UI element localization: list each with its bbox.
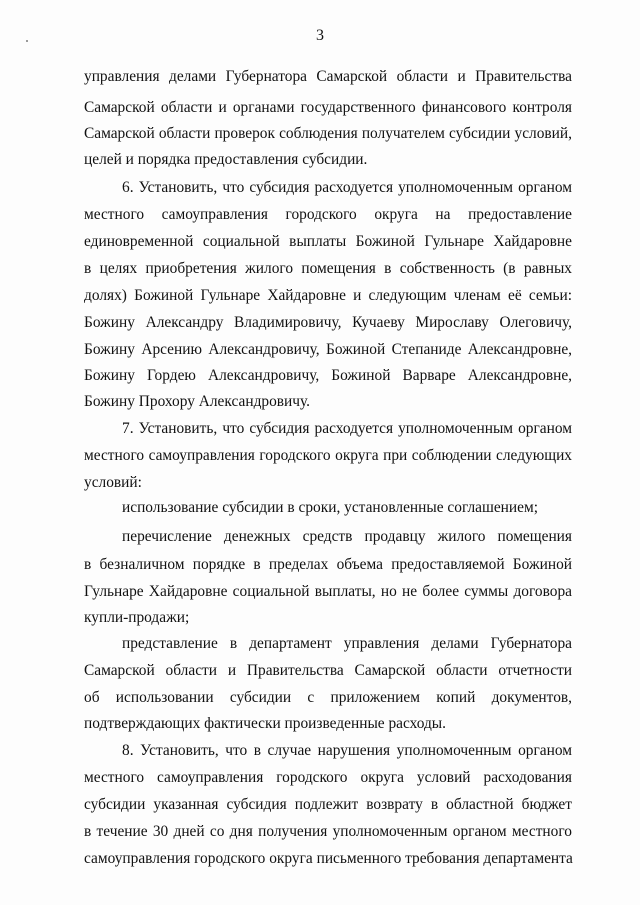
text-line: купли-продажи; <box>84 609 190 626</box>
text-line: местного самоуправления городского округа условий расходования <box>84 769 572 786</box>
condition-item: использование субсидии в сроки, установленные соглашением; <box>122 499 538 516</box>
text-line: Божину Гордею Александровичу, Божиной Варваре Александровне, <box>84 367 572 384</box>
text-line: управления делами Губернатора Самарской области и Правительства <box>84 68 572 85</box>
text-line: об использовании субсидии с приложением копий документов, <box>84 689 572 706</box>
text-line: Божину Александру Владимировичу, Кучаеву Мирославу Олеговичу, <box>84 314 572 331</box>
text-line: в безналичном порядке в пределах объема предоставляемой Божиной <box>84 556 572 573</box>
page-number: 3 <box>316 27 324 44</box>
text-line: местного самоуправления городского округа на предоставление <box>84 206 572 223</box>
condition-item: представление в департамент управления делами Губернатора <box>122 635 572 652</box>
paragraph-7-start: 7. Установить, что субсидия расходуется уполномоченным органом <box>122 420 572 437</box>
text-line: целей и порядка предоставления субсидии. <box>84 151 368 168</box>
text-line: в течение 30 дней со дня получения уполномоченным органом местного <box>84 823 572 840</box>
text-line: в целях приобретения жилого помещения в собственность (в равных <box>84 260 572 277</box>
text-line: субсидии указанная субсидия подлежит возврату в областной бюджет <box>84 796 572 813</box>
text-line: подтверждающих фактически произведенные расходы. <box>84 715 446 732</box>
text-line: Божину Прохору Александровичу. <box>84 393 311 410</box>
paragraph-6-start: 6. Установить, что субсидия расходуется уполномоченным органом <box>122 179 572 196</box>
text-line: Самарской области и органами государственного финансового контроля <box>84 99 572 116</box>
text-line: Самарской области и Правительства Самарской области отчетности <box>84 662 572 679</box>
text-line: Гульнаре Хайдаровне социальной выплаты, но не более суммы договора <box>84 583 572 600</box>
text-line: условий: <box>84 474 142 491</box>
text-line: Божину Арсению Александровичу, Божиной Степаниде Александровне, <box>84 341 572 358</box>
text-line: долях) Божиной Гульнаре Хайдаровне и следующим членам её семьи: <box>84 287 572 304</box>
text-line: местного самоуправления городского округа при соблюдении следующих <box>84 447 572 464</box>
condition-item: перечисление денежных средств продавцу жилого помещения <box>122 528 572 545</box>
text-line: Самарской области проверок соблюдения получателем субсидии условий, <box>84 125 572 142</box>
text-line: единовременной социальной выплаты Божиной Гульнаре Хайдаровне <box>84 233 572 250</box>
paragraph-8-start: 8. Установить, что в случае нарушения уполномоченным органом <box>122 742 572 759</box>
text-line: самоуправления городского округа письменного требования департамента <box>84 850 573 867</box>
